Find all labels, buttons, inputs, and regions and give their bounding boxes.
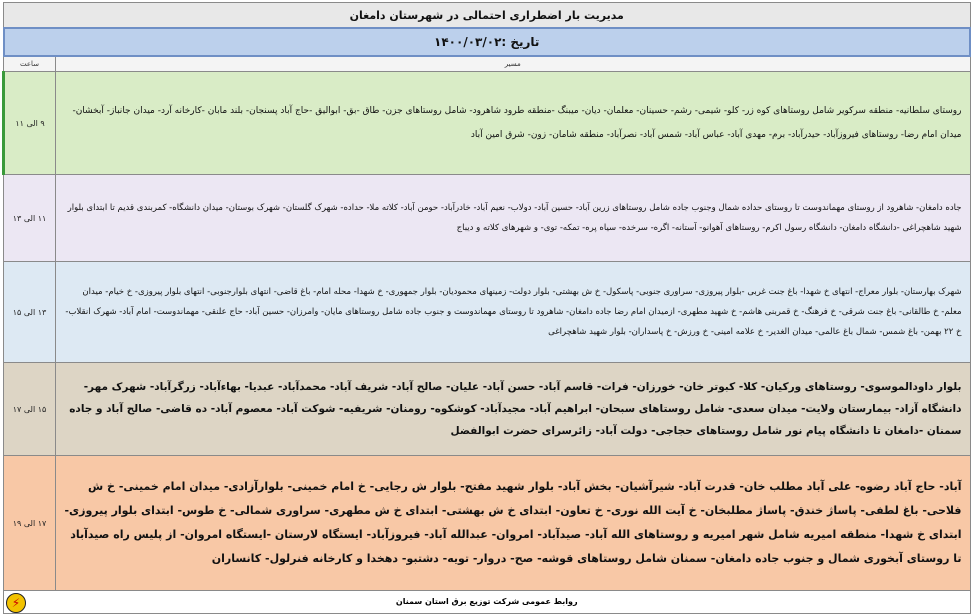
date-label: تاریخ :۱۴۰۰/۰۳/۰۲ [4,28,971,56]
footer-row [4,591,971,614]
time-cell: ۱۳ الی ۱۵ [4,262,56,363]
route-cell: روستای سلطانیه- منطقه سرکویر شامل روستاهای کوه زر- کلو- شیمی- رشم- حسینان- معلمان- دیان- میبنگ -منطقه طرود شاهرود- شامل روستاهای جزن- طاق -بق- ابوالیق -حاج آباد پسنجان- بلند مابان -کارخانه آرد- میدان جانباز- آبخشان- میدان امام رضا- روستاهای فیروزآباد- حیدرآباد- برم- مهدی آباد- عباس آباد- شمس آباد- نصرآباد- منطقه شامان- زون- شرق امین آباد [56,72,970,175]
title-row [4,3,971,29]
company-logo-icon: ⚡ [6,593,26,613]
route-cell: شهرک بهارستان- بلوار معراج- انتهای خ شهدا- باغ جنت غربی -بلوار پیروزی- سراوری جنوبی- پاسکول- خ ش بهشتی- بلوار دولت- زمینهای محمودیان- بلوار جمهوری- خ شهدا- محله امام- باغ قاضی- انتهای بلوارجنوبی- انتهای بلوار پیروزی- خ خیام- میدان معلم- خ طالقانی- باغ جنت شرقی- خ فرهنگ- خ قمربنی هاشم- خ شهید مطهری- ازمیدان امام رضا جاده دامغان- شاهرود تا روستای مهماندوست و جنوب جاده شامل روستاهای مایان- وامرزان- حسین آباد- حاج علنقی- مهماندوست- امام آباد- شهرک انقلاب- خ ۲۲ بهمن- باغ شمس- شمال باغ عالمی- میدان الغدیر- خ علامه امینی- خ ورزش- خ پاسداران- بلوار شهید شاهچراغی [56,262,970,363]
route-cell: بلوار داودالموسوی- روستاهای ورکیان- کلا- کبوتر خان- خورزان- فرات- قاسم آباد- حسن آباد- علیان- صالح آباد- شریف آباد- محمدآباد- عبدیا- بهاءآباد- زرگرآباد- شهرک مهر- دانشگاه آزاد- بیمارستان ولایت- میدان سعدی- شامل روستاهای سبحان- ابراهیم آباد- مجیدآباد- کوشکوه- رومنان- شریفیه- شوکت آباد- معصوم آباد- ده قاضی- صالح آباد و جاده سمنان -دامغان تا دانشگاه پیام نور شامل روستاهای حجاجی- دولت آباد- زائرسرای حضرت ابوالفضل [56,363,970,456]
table-row [4,363,971,456]
footer [4,591,970,613]
route-column-header: مسیر [56,56,970,72]
date-row [4,28,971,56]
time-cell: ۹ الی ۱۱ [4,72,56,175]
schedule-sheet [2,2,971,610]
table-row [4,456,971,591]
route-cell: آباد- حاج آباد رضوه- علی آباد مطلب خان- قدرت آباد- شیرآشیان- بخش آباد- بلوار شهید مفتح- بلوار ش رجایی- خ امام خمینی- بلوارآزادی- میدان امام خمینی- خ ش فلاحی- باغ لطفی- پاساژ خندق- پاساژ مطلبخان- خ آیت الله نوری- خ تعاون- ابتدای خ ش بهشتی- ابتدای خ ش مطهری- سراوری شمالی- خ طوس- ابتدای بلوار پیروزی- ابتدای خ شهدا- منطقه امیریه شامل شهر امیریه و روستاهای الله آباد- صیدآباد- امروان- عبدالله آباد- فیروزآباد- ایستگاه لارستان -ایستگاه امروان- از پلیس راه صیدآباد تا روستای آبخوری شمال و جنوب جاده دامغان- سمنان شامل روستاهای قوشه- صح- دروار- تویه- دشتبو- دهخدا و کارخانه فنرلول- کانساران [56,456,970,591]
time-cell: ۱۱ الی ۱۳ [4,175,56,262]
footer-credit: روابط عمومی شرکت توزیع برق استان سمنان [395,597,578,606]
table-row [4,262,971,363]
time-column-header: ساعت [4,56,56,72]
time-cell: ۱۷ الی ۱۹ [4,456,56,591]
load-schedule-table [2,2,971,614]
time-cell: ۱۵ الی ۱۷ [4,363,56,456]
table-row [4,175,971,262]
page-title: مدیریت بار اضطراری احتمالی در شهرستان دامغان [4,3,971,29]
column-header-row [4,56,971,72]
route-cell: جاده دامغان- شاهرود از روستای مهماندوست تا روستای حداده شمال وجنوب جاده شامل روستاهای زرین آباد- حسین آباد- دولاب- نعیم آباد- خادرآباد- حومن آباد- کلاته ملا- حداده- شهرک گلستان- شهرک بوستان- میدان دانشگاه- کمربندی قدیم تا ابتدای بلوار شهید شاهچراغی -دانشگاه دامغان- دانشگاه رسول اکرم- روستاهای آهوانو- آستانه- اگره- سرخده- سیاه پره- تمکه- توی- و شهرهای کلاته و دیباج [56,175,970,262]
table-row [4,72,971,175]
